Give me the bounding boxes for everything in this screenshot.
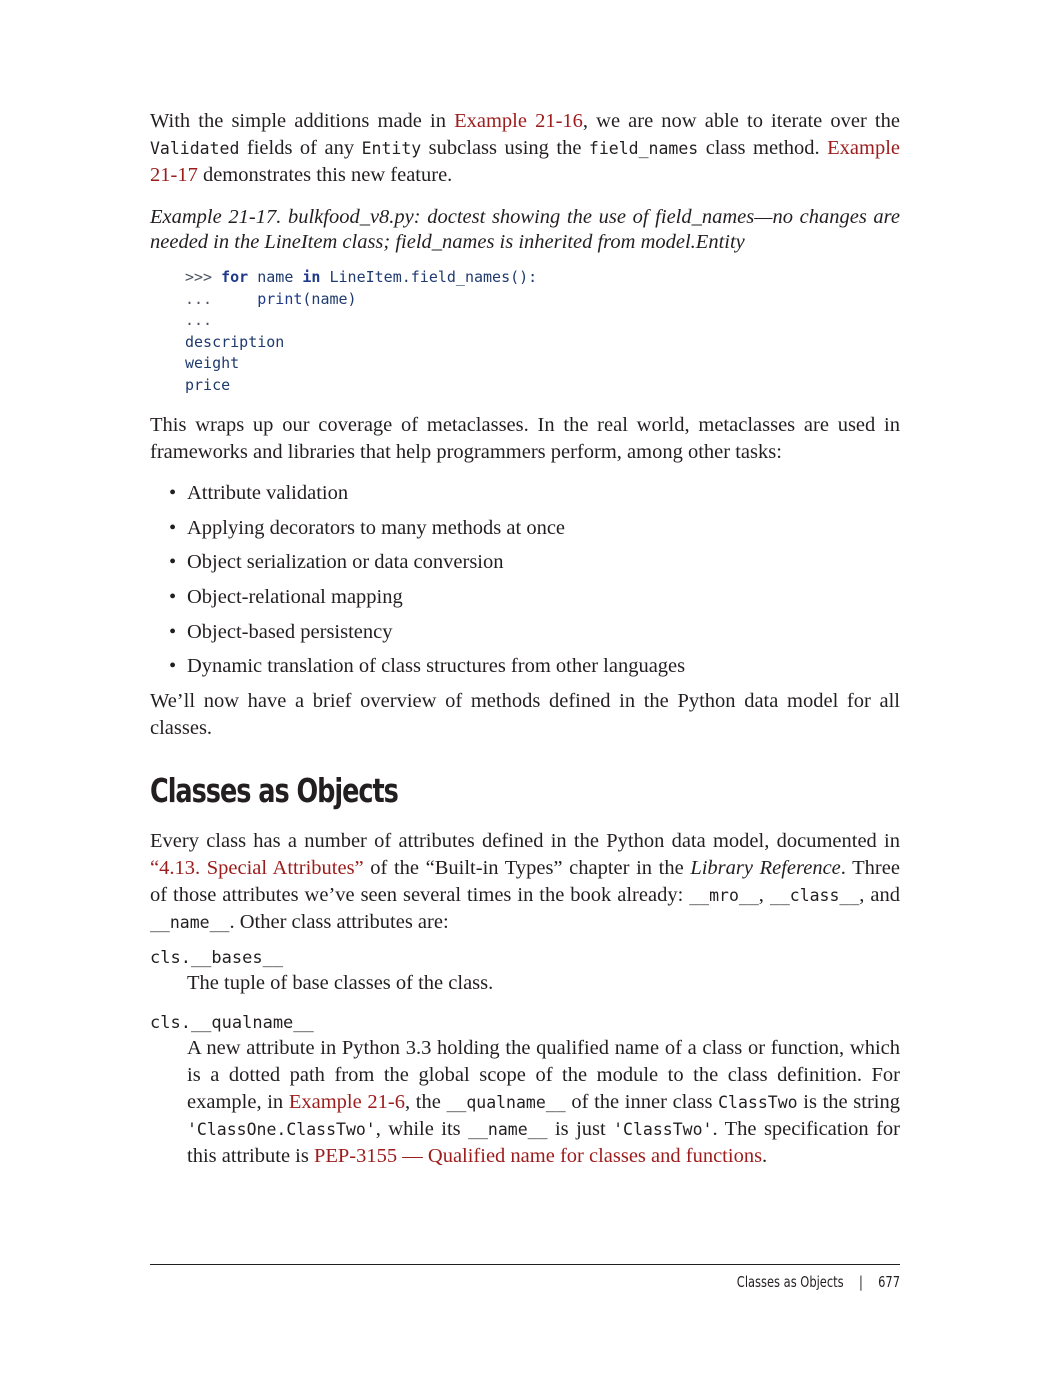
definition-description: The tuple of base classes of the class. bbox=[187, 972, 494, 995]
definition-term: cls.__qualname__ bbox=[150, 1013, 314, 1034]
definition-list bbox=[150, 946, 900, 1170]
list-item-text: Object-relational mapping bbox=[187, 586, 403, 609]
text: With the simple additions made in bbox=[150, 110, 455, 132]
text: demonstrates this new feature. bbox=[197, 164, 453, 186]
footer-separator: | bbox=[858, 1273, 863, 1291]
example-21-16-link[interactable]: Example 21-16 bbox=[454, 110, 583, 132]
intro-paragraph bbox=[150, 108, 900, 189]
metaclass-paragraph: This wraps up our coverage of metaclasses. In the real world, metaclasses are used in frameworks and libraries that help programmers perform, among other tasks: bbox=[150, 414, 900, 463]
footer-text bbox=[737, 1273, 900, 1291]
list-item bbox=[150, 515, 900, 542]
list-item-text: Object serialization or data conversion bbox=[187, 551, 504, 574]
list-item-text: Applying decorators to many methods at once bbox=[187, 516, 566, 539]
inline-code: __class__ bbox=[769, 886, 860, 906]
list-item-text: Attribute validation bbox=[187, 482, 349, 504]
code-text: name bbox=[248, 268, 303, 286]
example-21-6-link[interactable]: Example 21-6 bbox=[288, 1091, 405, 1114]
text: . Three of those attributes we’ve seen several times in the book already: bbox=[150, 857, 900, 907]
text: . Other class attributes are: bbox=[229, 911, 449, 934]
page-footer bbox=[150, 1264, 900, 1291]
inline-code: __name__ bbox=[150, 913, 230, 933]
text: of the “Built-in Types” chapter in the bbox=[363, 857, 691, 880]
text: , while its bbox=[375, 1118, 469, 1141]
list-item bbox=[150, 584, 900, 611]
code-output: weight bbox=[185, 354, 240, 372]
library-reference-title: Library Reference bbox=[690, 857, 841, 880]
inline-code: Entity bbox=[361, 139, 422, 158]
text: subclass using the bbox=[421, 137, 589, 159]
inline-code: Validated bbox=[150, 139, 240, 158]
code-block bbox=[185, 267, 900, 396]
code-prompt: >>> bbox=[185, 268, 222, 286]
running-section-title: Classes as Objects bbox=[736, 1273, 844, 1291]
code-prompt: ... bbox=[185, 311, 213, 329]
inline-code: field_names bbox=[588, 139, 699, 158]
text: , we are now able to iterate over the bbox=[582, 110, 900, 132]
bullet-icon: • bbox=[169, 516, 177, 539]
text: class method. bbox=[698, 137, 828, 159]
inline-code: 'ClassOne.ClassTwo' bbox=[187, 1120, 376, 1140]
text: , the bbox=[404, 1091, 447, 1114]
inline-code: ClassTwo bbox=[718, 1093, 798, 1113]
attributes-paragraph bbox=[150, 828, 900, 936]
inline-code: __mro__ bbox=[689, 886, 759, 906]
bullet-icon: • bbox=[169, 655, 177, 678]
inline-code: __name__ bbox=[468, 1120, 548, 1140]
bullet-list bbox=[150, 480, 900, 680]
code-output: description bbox=[185, 332, 285, 351]
example-21-17-link[interactable]: Example 21-17 bbox=[150, 137, 900, 186]
definition-description bbox=[187, 1035, 900, 1170]
text: A new attribute in Python 3.3 holding the qualified name of a class or function, which is a dotted path from the global scope of the module to the class definition. For example, in bbox=[187, 1037, 900, 1114]
page-number: 677 bbox=[878, 1273, 900, 1291]
code-builtin: print bbox=[257, 289, 303, 308]
text: fields of any bbox=[239, 137, 362, 159]
text: is the string bbox=[797, 1091, 900, 1114]
code-keyword: for bbox=[221, 268, 249, 286]
special-attributes-link[interactable]: “4.13. Special Attributes” bbox=[150, 857, 364, 880]
text: , bbox=[758, 884, 770, 907]
text: of the inner class bbox=[565, 1091, 719, 1114]
text: . bbox=[762, 1145, 768, 1168]
code-prompt: ... bbox=[185, 289, 258, 308]
bullet-icon: • bbox=[169, 482, 177, 504]
code-keyword: in bbox=[302, 268, 321, 286]
definition-term: cls.__bases__ bbox=[150, 948, 284, 969]
text: Every class has a number of attributes defined in the Python data model, documented in bbox=[150, 830, 900, 853]
overview-paragraph: We’ll now have a brief overview of methods defined in the Python data model for all classes. bbox=[150, 690, 900, 740]
list-item bbox=[150, 653, 900, 680]
page-content bbox=[150, 108, 900, 1170]
code-output: price bbox=[185, 375, 231, 394]
list-item bbox=[150, 480, 900, 507]
text: . The specification for this attribute is bbox=[187, 1118, 901, 1168]
text: is just bbox=[547, 1118, 614, 1141]
list-item-text: Object-based persistency bbox=[187, 620, 393, 643]
list-item bbox=[150, 619, 900, 646]
list-item bbox=[150, 549, 900, 576]
pep-3155-link[interactable]: PEP-3155 — Qualified name for classes and functions bbox=[313, 1145, 763, 1168]
inline-code: __qualname__ bbox=[446, 1093, 566, 1113]
text: , and bbox=[859, 884, 900, 907]
bullet-icon: • bbox=[169, 586, 177, 609]
list-item-text: Dynamic translation of class structures from other languages bbox=[187, 655, 686, 678]
section-title: Classes as Objects bbox=[150, 771, 398, 811]
example-caption: Example 21-17. bulkfood_v8.py: doctest showing the use of field_names—no changes are needed in the LineItem class; field_names is inherited from model.Entity bbox=[150, 206, 900, 253]
code-text: (name) bbox=[302, 289, 357, 308]
code-text: LineItem.field_names(): bbox=[320, 268, 538, 286]
bullet-icon: • bbox=[169, 551, 177, 574]
bullet-icon: • bbox=[169, 620, 177, 643]
inline-code: 'ClassTwo' bbox=[613, 1120, 713, 1140]
